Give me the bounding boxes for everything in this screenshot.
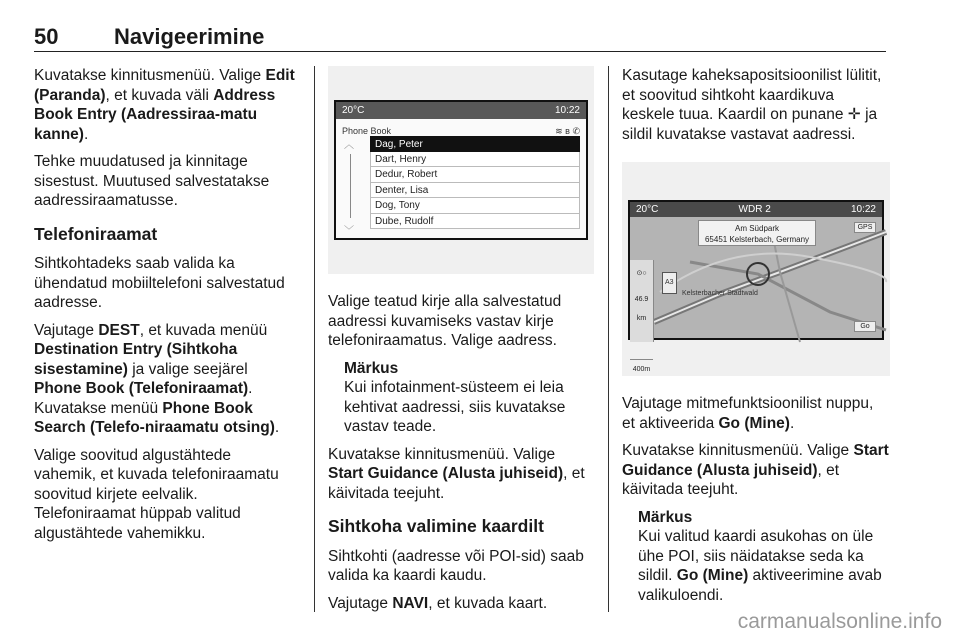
- clock: 10:22: [554, 105, 580, 116]
- scroll-track: [350, 154, 351, 218]
- clock: 10:22: [850, 204, 876, 215]
- list-item[interactable]: Dog, Tony: [370, 198, 580, 214]
- paragraph-start-guidance: Kuvatakse kinnitusmenüü. Valige Start Guidance (Alusta juhiseid), et käivitada teejuht.: [622, 442, 889, 498]
- heading-phonebook: Telefoniraamat: [34, 223, 158, 244]
- distance-readout: 46.9 km: [634, 295, 649, 322]
- paragraph-save-changes: Tehke muudatused ja kinnitage sisestust. Muutused salvestatakse aadressiraamatusse.: [34, 153, 270, 209]
- phonebook-list: [370, 136, 580, 229]
- paragraph-jump: Telefoniraamat hüppab valitud algustähtede vahemikku.: [34, 505, 241, 542]
- column-left: [34, 66, 296, 551]
- phonebook-figure: [328, 66, 594, 274]
- scale-readout: 400m: [630, 359, 653, 380]
- note-box: [344, 359, 594, 437]
- column-middle: [328, 66, 594, 621]
- note-title: Märkus: [344, 359, 399, 377]
- paragraph-navi: Vajutage NAVI, et kuvada kaart.: [328, 594, 548, 612]
- scrollbar[interactable]: [344, 136, 358, 236]
- gps-button[interactable]: GPS: [854, 222, 876, 233]
- bluetooth-icon: ʙ: [565, 126, 570, 136]
- list-item[interactable]: Denter, Lisa: [370, 183, 580, 199]
- paragraph-joystick: Kasutage kaheksapositsioonilist lülitit, et soovitud sihtkoht kaardikuva keskele tuua. Kaardil on punane ✛ ja sildil kuvatakse vastavat aadressi.: [622, 67, 882, 143]
- page-header: [34, 24, 886, 52]
- chapter-title: Navigeerimine: [114, 24, 265, 49]
- column-divider: [608, 66, 609, 612]
- paragraph-confirm-edit: Kuvatakse kinnitusmenüü. Valige Edit (Paranda), et kuvada väli Address Book Entry (Aadressiraa-matu kanne).: [34, 67, 295, 143]
- radio-station: WDR 2: [738, 204, 771, 215]
- paragraph-dest-menu: Vajutage DEST, et kuvada menüü Destination Entry (Sihtkoha sisestamine) ja valige seejärel Phone Book (Telefoniraamat). Kuvatakse menüü Phone Book Search (Telefo-niraamatu otsing).: [34, 321, 280, 436]
- page-number: 50: [34, 24, 59, 49]
- list-item[interactable]: Dart, Henry: [370, 152, 580, 168]
- phone-icon: ✆: [572, 126, 580, 136]
- chevron-down-icon[interactable]: ﹀: [344, 226, 354, 237]
- column-right: [622, 66, 890, 613]
- list-item[interactable]: Dedur, Robert: [370, 167, 580, 183]
- map-screen: [628, 200, 884, 373]
- list-item[interactable]: Dube, Rudolf: [370, 214, 580, 230]
- note-title: Märkus: [638, 508, 693, 526]
- phonebook-screen: [334, 100, 588, 240]
- temperature: 20°C: [636, 204, 659, 215]
- status-bar: [336, 102, 586, 119]
- paragraph-start-guidance: Kuvatakse kinnitusmenüü. Valige Start Guidance (Alusta juhiseid), et käivitada teejuht.: [328, 445, 585, 502]
- crosshair-icon: [746, 262, 770, 286]
- map-side-panel: [630, 260, 654, 373]
- status-bar: [630, 202, 882, 217]
- wifi-icon: ≋: [555, 126, 563, 136]
- map-figure: [622, 162, 890, 376]
- place-label: Kelsterbacher Stadtwald: [682, 290, 758, 297]
- road-label: A3: [662, 272, 677, 294]
- list-item[interactable]: Dag, Peter: [370, 136, 580, 152]
- note-text: Kui infotainment-süsteem ei leia kehtivat aadressi, siis kuvatakse vastav teade.: [344, 379, 566, 435]
- watermark: carmanualsonline.info: [737, 610, 942, 633]
- address-label: Am Südpark 65451 Kelsterbach, Germany: [698, 220, 816, 246]
- compass-icon[interactable]: ⊙○: [636, 270, 647, 277]
- temperature: 20°C: [342, 105, 365, 116]
- paragraph-select-entry: Valige teatud kirje alla salvestatud aadressi kuvamiseks vastav kirje telefoniraamatus. Valige aadress.: [328, 293, 562, 349]
- paragraph-map-intro: Sihtkohti (aadresse või POI-sid) saab valida ka kaardi kaudu.: [328, 547, 584, 584]
- go-button[interactable]: Go: [854, 321, 876, 332]
- column-divider: [314, 66, 315, 612]
- paragraph-phonebook-intro: Sihtkohtadeks saab valida ka ühendatud mobiiltelefoni salvestatud aadresse.: [34, 255, 285, 311]
- note-text: Kui valitud kaardi asukohas on üle ühe POI, siis näidatakse seda ka sildil. Go (Mine) aktiveerimine avab valikuloendi.: [638, 528, 882, 604]
- paragraph-select-range: Valige soovitud algustähtede vahemik, et kuvada telefoniraamatu soovitud kirjete eelvalik.: [34, 446, 279, 503]
- paragraph-activate-go: Vajutage mitmefunktsioonilist nuppu, et aktiveerida Go (Mine).: [622, 395, 874, 432]
- chevron-up-icon[interactable]: ︿: [344, 140, 354, 151]
- screen-title: Phone Book: [342, 126, 392, 136]
- note-box: [638, 508, 890, 606]
- heading-map-select: Sihtkoha valimine kaardilt: [328, 516, 544, 536]
